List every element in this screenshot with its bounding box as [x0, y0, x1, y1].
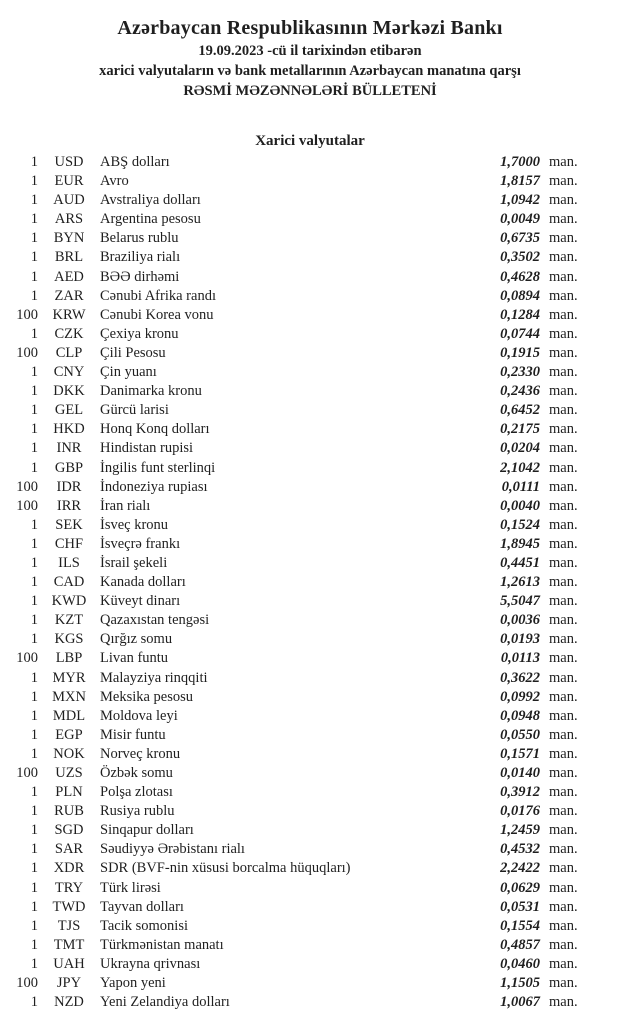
quantity-cell: 100 [16, 975, 38, 992]
currency-code-cell: INR [56, 440, 82, 457]
rate-row [0, 707, 620, 726]
currency-code-cell: CHF [54, 535, 84, 552]
currency-name-cell: SDR (BVF-nin xüsusi borcalma hüquqları) [100, 860, 351, 877]
rate-value-cell: 0,0204 [500, 440, 540, 457]
quantity-cell: 1 [30, 383, 38, 400]
rate-row [0, 955, 620, 974]
currency-name-cell: Çin yuanı [100, 364, 157, 381]
rate-value-cell: 0,0894 [500, 287, 540, 304]
currency-code-cell: XDR [53, 860, 85, 877]
unit-label-cell: man. [549, 325, 578, 342]
quantity-cell: 100 [16, 344, 38, 361]
currency-code-cell: SEK [55, 516, 83, 533]
currency-code-cell: ZAR [54, 287, 84, 304]
unit-label-cell: man. [549, 516, 578, 533]
rate-row [0, 688, 620, 707]
unit-label-cell: man. [549, 574, 578, 591]
unit-label-cell: man. [549, 554, 578, 571]
quantity-cell: 1 [30, 287, 38, 304]
rate-row [0, 764, 620, 783]
currency-code-cell: EUR [54, 173, 84, 190]
currency-name-cell: Belarus rublu [100, 230, 179, 247]
rate-value-cell: 0,3502 [500, 249, 540, 266]
rate-value-cell: 2,2422 [500, 860, 540, 877]
currency-code-cell: CZK [54, 325, 84, 342]
quantity-cell: 1 [30, 936, 38, 953]
quantity-cell: 1 [30, 154, 38, 170]
currency-code-cell: KRW [52, 306, 86, 323]
currency-name-cell: Yeni Zelandiya dolları [100, 994, 230, 1011]
currency-name-cell: Səudiyyə Ərəbistanı rialı [100, 841, 245, 858]
quantity-cell: 1 [30, 994, 38, 1011]
currency-name-cell: Honq Konq dolları [100, 421, 210, 438]
currency-code-cell: SGD [54, 822, 84, 839]
currency-code-cell: IRR [56, 497, 82, 514]
rate-row [0, 554, 620, 573]
currency-name-cell: ABŞ dolları [100, 154, 170, 170]
rate-value-cell: 0,0036 [500, 612, 540, 629]
currency-name-cell: Cənubi Korea vonu [100, 306, 214, 323]
currency-name-cell: Türk lirəsi [100, 879, 161, 896]
currency-name-cell: Rusiya rublu [100, 803, 175, 820]
quantity-cell: 1 [30, 631, 38, 648]
unit-label-cell: man. [549, 745, 578, 762]
currency-code-cell: IDR [56, 478, 82, 495]
unit-label-cell: man. [549, 631, 578, 648]
currency-code-cell: SAR [54, 841, 84, 858]
rate-row [0, 840, 620, 859]
currency-name-cell: Kanada dolları [100, 574, 186, 591]
rate-value-cell: 0,0550 [500, 726, 540, 743]
currency-code-cell: CAD [53, 574, 85, 591]
currency-code-cell: AUD [53, 192, 85, 209]
quantity-cell: 1 [30, 459, 38, 476]
unit-label-cell: man. [549, 192, 578, 209]
currency-code-cell: KZT [54, 612, 84, 629]
currency-code-cell: NOK [53, 745, 85, 762]
rate-row [0, 401, 620, 420]
rate-row [0, 592, 620, 611]
quantity-cell: 1 [30, 669, 38, 686]
unit-label-cell: man. [549, 249, 578, 266]
unit-label-cell: man. [549, 955, 578, 972]
rate-value-cell: 0,2330 [500, 364, 540, 381]
currency-code-cell: TJS [57, 917, 81, 934]
currency-code-cell: TWD [52, 898, 86, 915]
quantity-cell: 1 [30, 211, 38, 228]
quantity-cell: 1 [30, 325, 38, 342]
quantity-cell: 1 [30, 421, 38, 438]
rate-row [0, 669, 620, 688]
quantity-cell: 1 [30, 173, 38, 190]
currency-name-cell: Livan funtu [100, 650, 169, 667]
exchange-rate-table [0, 153, 620, 1012]
currency-code-cell: KGS [54, 631, 84, 648]
bulletin-header [0, 0, 620, 101]
rate-row [0, 611, 620, 630]
rate-row [0, 439, 620, 458]
rate-value-cell: 1,2459 [500, 822, 540, 839]
unit-label-cell: man. [549, 707, 578, 724]
rate-value-cell: 0,4451 [500, 554, 540, 571]
currency-code-cell: ARS [54, 211, 84, 228]
unit-label-cell: man. [549, 765, 578, 781]
rate-value-cell: 0,3912 [500, 784, 540, 801]
rate-row [0, 382, 620, 401]
currency-name-cell: Braziliya rialı [100, 249, 181, 266]
rate-value-cell: 0,0176 [500, 803, 540, 820]
currency-code-cell: JPY [56, 975, 82, 992]
quantity-cell: 1 [30, 688, 38, 705]
currency-code-cell: MYR [52, 669, 86, 686]
currency-code-cell: LBP [55, 650, 83, 667]
quantity-cell: 100 [16, 650, 38, 667]
rate-value-cell: 0,6452 [500, 402, 540, 419]
rate-value-cell: 0,2436 [500, 383, 540, 400]
rate-value-cell: 0,1524 [500, 516, 540, 533]
unit-label-cell: man. [549, 211, 578, 228]
rate-value-cell: 0,0948 [500, 707, 540, 724]
rate-row [0, 898, 620, 917]
rate-value-cell: 0,0193 [500, 631, 540, 648]
unit-label-cell: man. [549, 364, 578, 381]
rate-value-cell: 1,8157 [500, 173, 540, 190]
currency-name-cell: Qazaxıstan tengəsi [100, 612, 210, 629]
quantity-cell: 1 [30, 879, 38, 896]
rate-value-cell: 0,1571 [500, 745, 540, 762]
unit-label-cell: man. [549, 726, 578, 743]
rate-row [0, 268, 620, 287]
currency-name-cell: Misir funtu [100, 726, 166, 743]
currency-code-cell: MXN [52, 688, 86, 705]
currency-code-cell: ILS [58, 554, 80, 571]
currency-name-cell: İsveç kronu [100, 516, 169, 533]
rate-row [0, 859, 620, 878]
unit-label-cell: man. [549, 402, 578, 419]
currency-name-cell: Argentina pesosu [100, 211, 201, 228]
rate-value-cell: 0,4628 [500, 268, 540, 285]
currency-name-cell: Çexiya kronu [100, 325, 179, 342]
rate-row [0, 325, 620, 344]
currency-name-cell: İsveçrə frankı [100, 535, 181, 552]
currency-name-cell: İran rialı [100, 497, 151, 514]
unit-label-cell: man. [549, 612, 578, 629]
rate-row [0, 802, 620, 821]
rate-row [0, 936, 620, 955]
rate-value-cell: 2,1042 [500, 459, 540, 476]
rate-value-cell: 1,2613 [500, 574, 540, 591]
unit-label-cell: man. [549, 860, 578, 877]
currency-code-cell: USD [54, 154, 84, 170]
rate-row [0, 363, 620, 382]
rate-value-cell: 0,1554 [500, 917, 540, 934]
unit-label-cell: man. [549, 268, 578, 285]
currency-name-cell: Küveyt dinarı [100, 593, 181, 610]
quantity-cell: 1 [30, 192, 38, 209]
rate-value-cell: 0,0531 [500, 898, 540, 915]
rate-value-cell: 0,4857 [500, 936, 540, 953]
rate-row [0, 993, 620, 1012]
rate-row [0, 229, 620, 248]
rate-value-cell: 0,0460 [500, 955, 540, 972]
rate-value-cell: 0,4532 [500, 841, 540, 858]
rate-value-cell: 0,0040 [500, 497, 540, 514]
quantity-cell: 1 [30, 230, 38, 247]
rate-row [0, 974, 620, 993]
currency-name-cell: Tayvan dolları [100, 898, 184, 915]
currency-code-cell: TRY [54, 879, 84, 896]
rate-value-cell: 1,8945 [500, 535, 540, 552]
currency-code-cell: DKK [53, 383, 85, 400]
unit-label-cell: man. [549, 822, 578, 839]
currency-name-cell: Ukrayna qrivnası [100, 955, 201, 972]
currency-code-cell: NZD [54, 994, 84, 1011]
unit-label-cell: man. [549, 173, 578, 190]
rate-value-cell: 0,0049 [500, 211, 540, 228]
rate-row [0, 745, 620, 764]
rate-row [0, 191, 620, 210]
quantity-cell: 1 [30, 516, 38, 533]
unit-label-cell: man. [549, 650, 578, 667]
quantity-cell: 1 [30, 249, 38, 266]
currency-name-cell: İsrail şekeli [100, 554, 168, 571]
quantity-cell: 1 [30, 726, 38, 743]
currency-name-cell: Türkmənistan manatı [100, 936, 224, 953]
unit-label-cell: man. [549, 803, 578, 820]
quantity-cell: 1 [30, 440, 38, 457]
quantity-cell: 1 [30, 268, 38, 285]
rate-row [0, 917, 620, 936]
unit-label-cell: man. [549, 688, 578, 705]
rate-value-cell: 0,0140 [500, 765, 540, 781]
rate-row [0, 879, 620, 898]
unit-label-cell: man. [549, 306, 578, 323]
unit-label-cell: man. [549, 535, 578, 552]
rate-row [0, 478, 620, 497]
quantity-cell: 1 [30, 898, 38, 915]
rate-value-cell: 1,0942 [500, 192, 540, 209]
rate-row [0, 497, 620, 516]
quantity-cell: 1 [30, 364, 38, 381]
quantity-cell: 100 [16, 478, 38, 495]
rate-value-cell: 0,1284 [500, 306, 540, 323]
quantity-cell: 1 [30, 745, 38, 762]
rate-row [0, 344, 620, 363]
rate-value-cell: 0,2175 [500, 421, 540, 438]
quantity-cell: 1 [30, 955, 38, 972]
rate-value-cell: 0,0111 [501, 478, 540, 495]
currency-code-cell: GBP [54, 459, 84, 476]
currency-code-cell: KWD [51, 593, 87, 610]
currency-code-cell: HKD [53, 421, 85, 438]
section-title-foreign-currencies: Xarici valyutalar [255, 133, 365, 149]
rate-row [0, 287, 620, 306]
currency-name-cell: İndoneziya rupiası [100, 478, 208, 495]
rate-row [0, 649, 620, 668]
currency-name-cell: Moldova leyi [100, 707, 178, 724]
currency-name-cell: Avro [100, 173, 129, 190]
quantity-cell: 1 [30, 822, 38, 839]
unit-label-cell: man. [549, 383, 578, 400]
quantity-cell: 1 [30, 612, 38, 629]
bank-title: Azərbaycan Respublikasının Mərkəzi Bankı [117, 17, 503, 39]
unit-label-cell: man. [549, 421, 578, 438]
rate-row [0, 630, 620, 649]
rate-row [0, 153, 620, 172]
rate-row [0, 420, 620, 439]
currency-code-cell: UZS [55, 765, 83, 781]
currency-name-cell: Gürcü larisi [100, 402, 169, 419]
unit-label-cell: man. [549, 784, 578, 801]
currency-name-cell: Özbək somu [100, 765, 173, 781]
quantity-cell: 1 [30, 841, 38, 858]
rate-value-cell: 5,5047 [500, 593, 540, 610]
rate-value-cell: 0,0629 [500, 879, 540, 896]
rate-row [0, 573, 620, 592]
currency-name-cell: Meksika pesosu [100, 688, 194, 705]
rate-value-cell: 0,1915 [500, 344, 540, 361]
bulletin-title: RƏSMİ MƏZƏNNƏLƏRİ BÜLLETENİ [183, 83, 437, 99]
currency-name-cell: Avstraliya dolları [100, 192, 201, 209]
quantity-cell: 1 [30, 803, 38, 820]
effective-date-line: 19.09.2023 -cü il tarixindən etibarən [198, 43, 422, 59]
unit-label-cell: man. [549, 230, 578, 247]
currency-code-cell: BYN [53, 230, 85, 247]
unit-label-cell: man. [549, 975, 578, 992]
currency-code-cell: CLP [55, 344, 83, 361]
currency-name-cell: Polşa zlotası [100, 784, 173, 801]
unit-label-cell: man. [549, 287, 578, 304]
currency-name-cell: BƏƏ dirhəmi [100, 268, 180, 285]
unit-label-cell: man. [549, 593, 578, 610]
quantity-cell: 1 [30, 554, 38, 571]
rate-row [0, 172, 620, 191]
currency-code-cell: PLN [55, 784, 83, 801]
unit-label-cell: man. [549, 344, 578, 361]
rate-value-cell: 0,6735 [500, 230, 540, 247]
quantity-cell: 1 [30, 917, 38, 934]
currency-code-cell: EGP [55, 726, 83, 743]
unit-label-cell: man. [549, 879, 578, 896]
rate-value-cell: 0,0113 [500, 650, 540, 667]
unit-label-cell: man. [549, 669, 578, 686]
unit-label-cell: man. [549, 841, 578, 858]
quantity-cell: 1 [30, 402, 38, 419]
rate-row [0, 783, 620, 802]
quantity-cell: 1 [30, 593, 38, 610]
quantity-cell: 100 [16, 765, 38, 781]
currency-name-cell: Tacik somonisi [100, 917, 188, 934]
currency-code-cell: UAH [53, 955, 85, 972]
currency-code-cell: MDL [52, 707, 86, 724]
unit-label-cell: man. [549, 478, 578, 495]
rate-row [0, 821, 620, 840]
rate-row [0, 726, 620, 745]
unit-label-cell: man. [549, 459, 578, 476]
currency-code-cell: AED [54, 268, 84, 285]
currency-name-cell: Çili Pesosu [100, 344, 166, 361]
rate-value-cell: 0,0992 [500, 688, 540, 705]
quantity-cell: 1 [30, 707, 38, 724]
unit-label-cell: man. [549, 440, 578, 457]
rate-row [0, 459, 620, 478]
currency-name-cell: Yapon yeni [100, 975, 166, 992]
currency-name-cell: İngilis funt sterlinqi [100, 459, 216, 476]
rate-row [0, 248, 620, 267]
currency-name-cell: Qırğız somu [100, 631, 173, 648]
unit-label-cell: man. [549, 898, 578, 915]
rate-row [0, 535, 620, 554]
rate-value-cell: 1,0067 [500, 994, 540, 1011]
rate-value-cell: 0,3622 [500, 669, 540, 686]
currency-code-cell: TMT [53, 936, 85, 953]
currency-name-cell: Cənubi Afrika randı [100, 287, 216, 304]
unit-label-cell: man. [549, 994, 578, 1011]
quantity-cell: 1 [30, 784, 38, 801]
quantity-cell: 1 [30, 860, 38, 877]
currency-name-cell: Hindistan rupisi [100, 440, 194, 457]
currency-name-cell: Norveç kronu [100, 745, 181, 762]
currency-code-cell: GEL [54, 402, 84, 419]
quantity-cell: 1 [30, 574, 38, 591]
unit-label-cell: man. [549, 497, 578, 514]
quantity-cell: 100 [16, 497, 38, 514]
rate-row [0, 210, 620, 229]
rate-value-cell: 0,0744 [500, 325, 540, 342]
rate-row [0, 516, 620, 535]
currency-code-cell: RUB [54, 803, 84, 820]
quantity-cell: 1 [30, 535, 38, 552]
unit-label-cell: man. [549, 917, 578, 934]
rate-value-cell: 1,1505 [500, 975, 540, 992]
currency-name-cell: Danimarka kronu [100, 383, 202, 400]
rate-row [0, 306, 620, 325]
currency-name-cell: Sinqapur dolları [100, 822, 194, 839]
currency-code-cell: CNY [53, 364, 85, 381]
currency-code-cell: BRL [54, 249, 84, 266]
currency-name-cell: Malayziya rinqqiti [100, 669, 208, 686]
quantity-cell: 100 [16, 306, 38, 323]
bulletin-subtitle: xarici valyutaların və bank metallarının Azərbaycan manatına qarşı [99, 63, 521, 79]
unit-label-cell: man. [549, 936, 578, 953]
rate-value-cell: 1,7000 [500, 154, 540, 170]
unit-label-cell: man. [549, 154, 578, 170]
